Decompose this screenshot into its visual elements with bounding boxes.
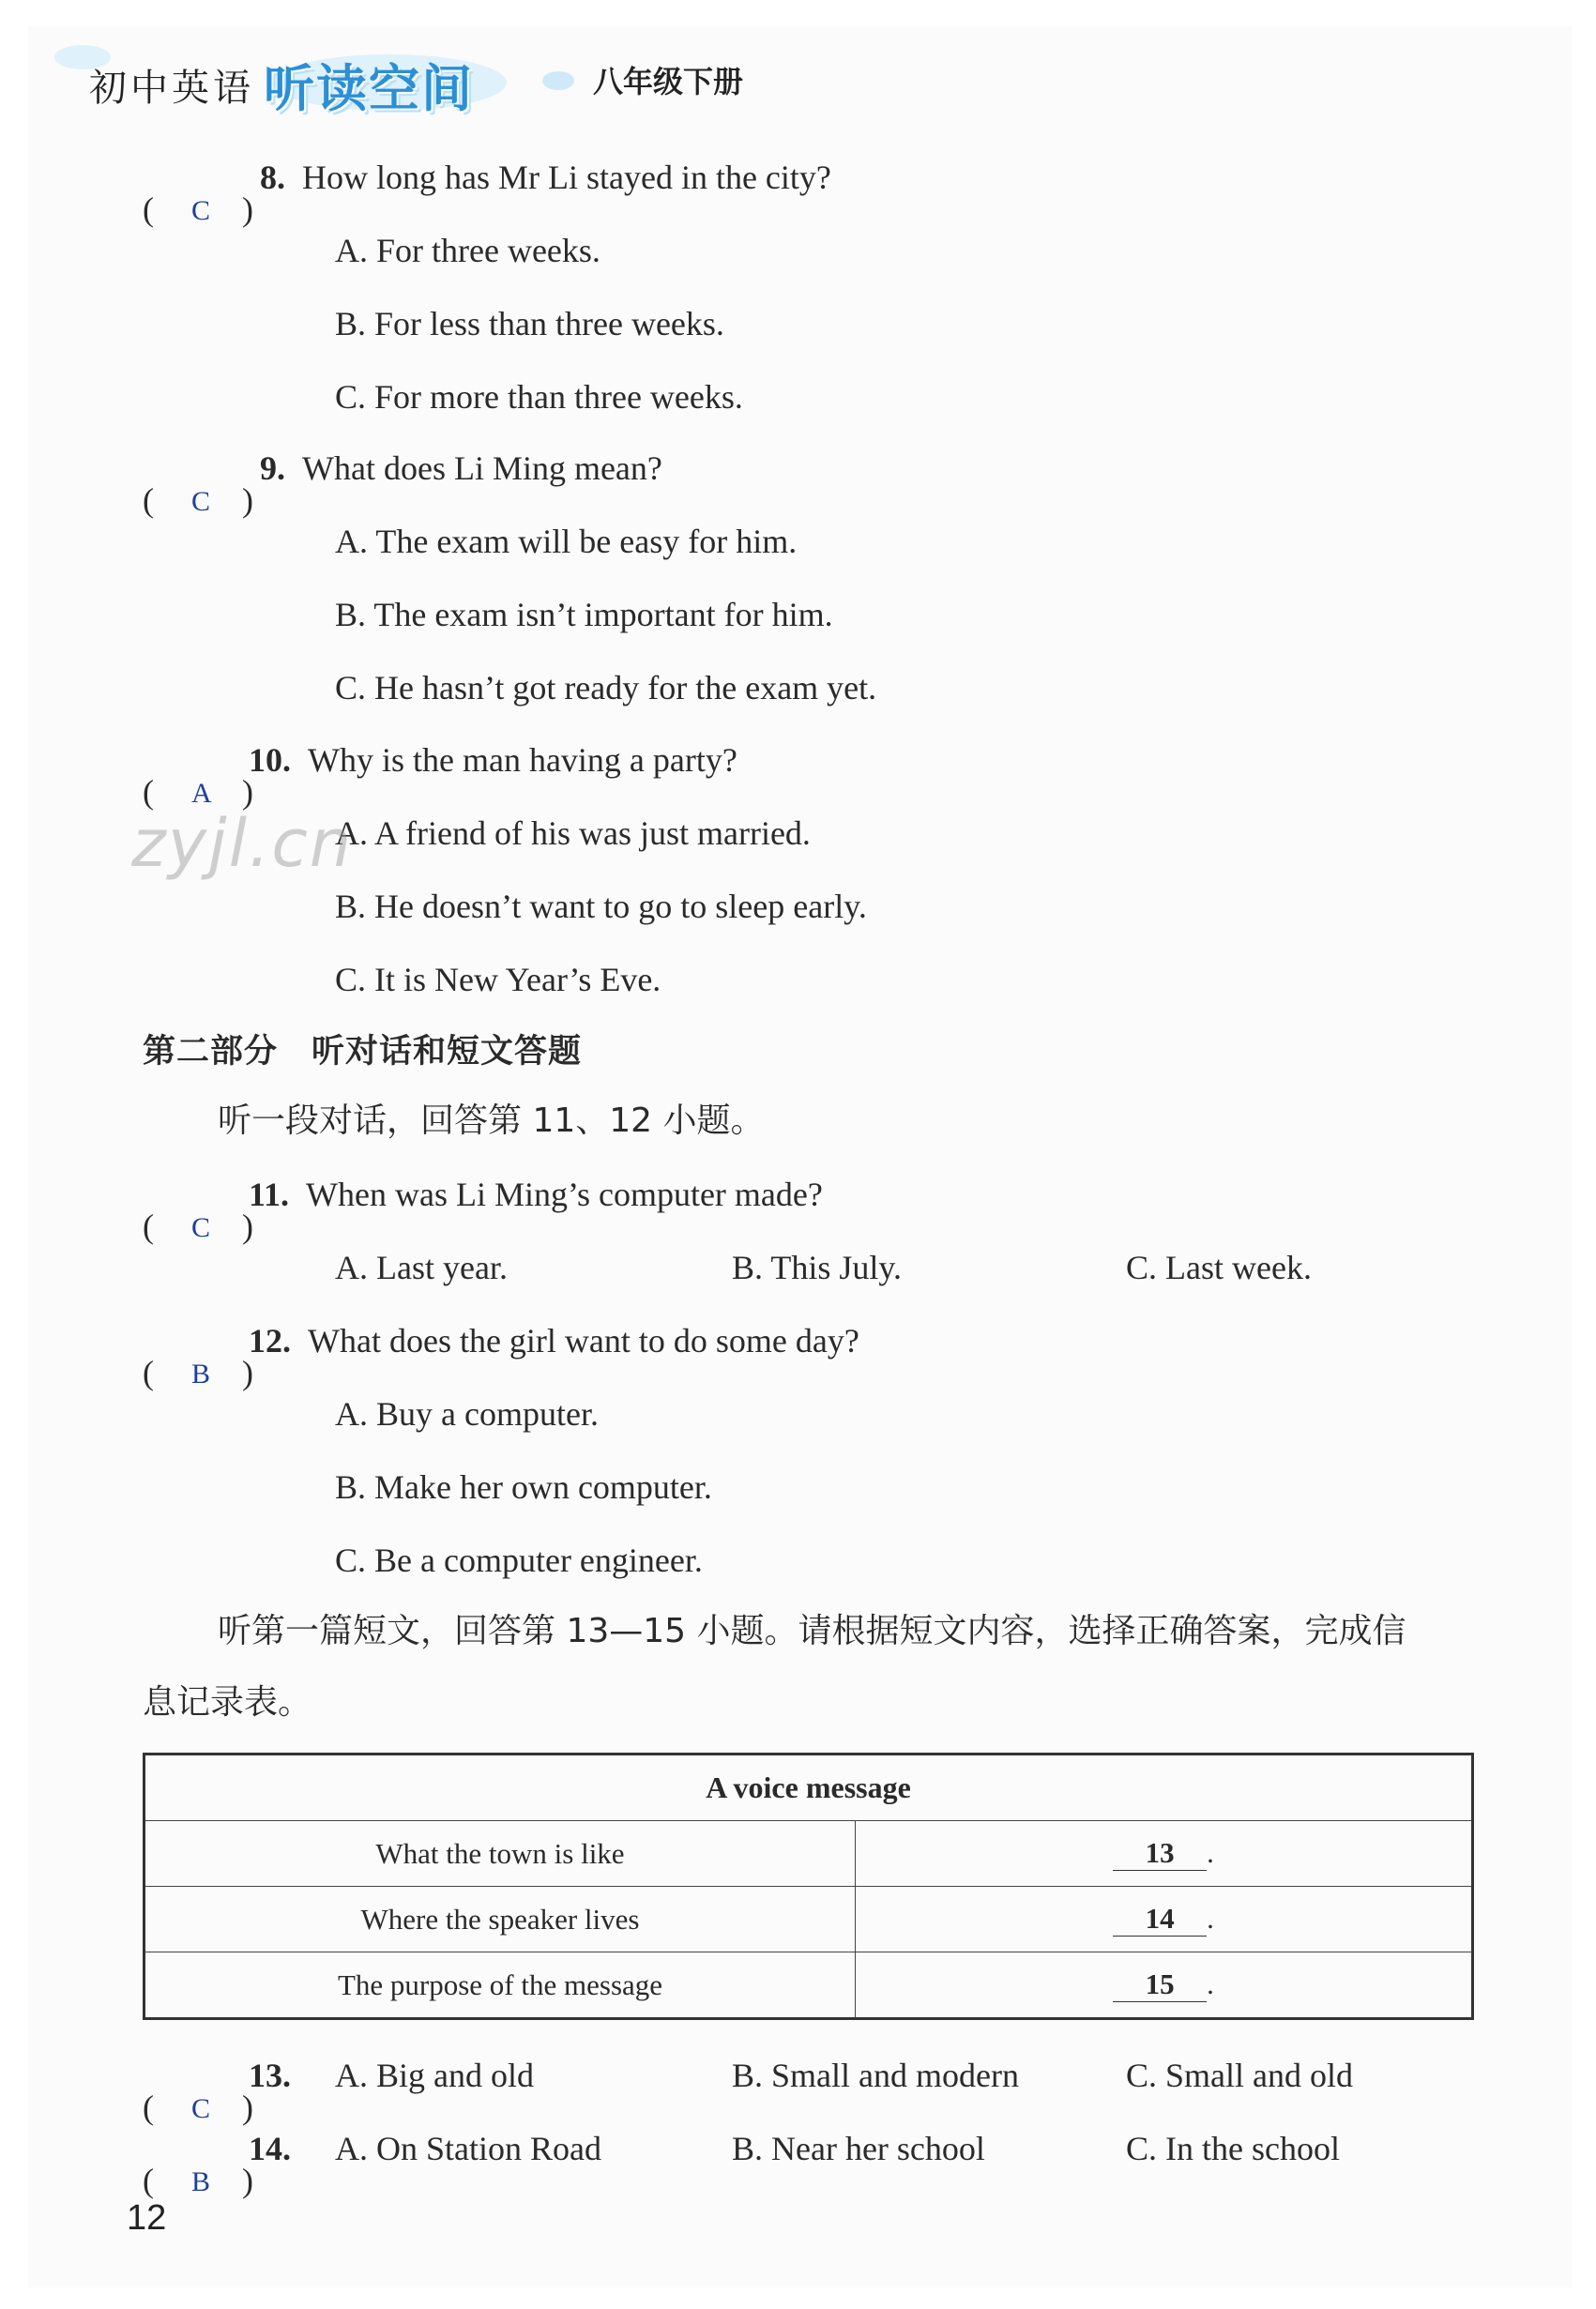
row-label: Where the speaker lives [144, 1887, 856, 1952]
question-13: ( C ) 13. [143, 2055, 308, 2096]
question-text: When was Li Ming’s computer made? [306, 1176, 823, 1213]
series-title: 初中英语 [89, 66, 254, 110]
answer-14: B [191, 2166, 211, 2197]
option-9a: A. The exam will be easy for him. [335, 523, 798, 560]
answer-blank[interactable]: 13 [1113, 1836, 1207, 1871]
option-10c: C. It is New Year’s Eve. [335, 961, 661, 998]
option-14a: A. On Station Road [335, 2130, 601, 2167]
option-10a: A. A friend of his was just married. [335, 814, 811, 852]
answer-blank[interactable]: 14 [1113, 1902, 1207, 1937]
question-9: ( C ) 9. What does Li Ming mean? [143, 448, 662, 489]
option-14c: C. In the school [1126, 2130, 1340, 2167]
option-8c: C. For more than three weeks. [335, 378, 743, 416]
answer-9: C [191, 486, 211, 517]
question-number: 8. [260, 159, 285, 196]
option-12a: A. Buy a computer. [335, 1395, 599, 1433]
question-11: ( C ) 11. When was Li Ming’s computer made? [143, 1174, 823, 1215]
question-number: 11. [249, 1176, 290, 1213]
option-13b: B. Small and modern [732, 2057, 1019, 2094]
option-8b: B. For less than three weeks. [335, 305, 724, 342]
question-8: ( C ) 8. How long has Mr Li stayed in the city? [143, 157, 831, 198]
option-14b: B. Near her school [732, 2130, 985, 2167]
question-number: 9. [260, 449, 285, 487]
section-title: 第二部分 听对话和短文答题 [143, 1033, 583, 1071]
option-12b: B. Make her own computer. [335, 1468, 712, 1506]
table-row [144, 1821, 1473, 1887]
option-13a: A. Big and old [335, 2057, 534, 2094]
answer-13: C [191, 2093, 211, 2124]
blank-suffix: . [1207, 1902, 1214, 1935]
option-12c: C. Be a computer engineer. [335, 1542, 703, 1579]
watermark: zyjl.cn [131, 805, 354, 882]
row-answer-cell [856, 1887, 1473, 1952]
blank-suffix: . [1207, 1967, 1214, 2000]
question-number: 10. [249, 741, 291, 779]
table-row [144, 1887, 1473, 1952]
option-9b: B. The exam isn’t important for him. [335, 596, 833, 633]
voice-message-table [143, 1753, 1474, 2020]
row-answer-cell [856, 1952, 1473, 2019]
question-text: Why is the man having a party? [308, 741, 737, 779]
question-text: How long has Mr Li stayed in the city? [302, 159, 831, 196]
table-row [144, 1952, 1473, 2019]
question-text: What does the girl want to do some day? [308, 1322, 859, 1360]
row-label: What the town is like [144, 1821, 856, 1887]
page-header [89, 42, 474, 127]
instruction-passage-continued: 息记录表。 [143, 1683, 312, 1722]
page-number: 12 [127, 2198, 167, 2238]
blank-suffix: . [1207, 1836, 1214, 1869]
answer-10: A [191, 778, 212, 809]
option-10b: B. He doesn’t want to go to sleep early. [335, 888, 867, 925]
question-10: ( A ) 10. Why is the man having a party? [143, 739, 737, 781]
question-text: What does Li Ming mean? [302, 449, 662, 487]
question-number: 14. [249, 2130, 291, 2167]
answer-blank[interactable]: 15 [1113, 1967, 1207, 2002]
option-9c: C. He hasn’t got ready for the exam yet. [335, 669, 877, 706]
option-11a: A. Last year. [335, 1249, 508, 1286]
answer-8: C [191, 195, 211, 226]
instruction-passage: 听第一篇短文，回答第 13—15 小题。请根据短文内容，选择正确答案，完成信 [218, 1612, 1406, 1650]
instruction-dialogue: 听一段对话，回答第 11、12 小题。 [218, 1101, 765, 1140]
option-13c: C. Small and old [1126, 2057, 1353, 2094]
row-label: The purpose of the message [144, 1952, 856, 2019]
option-11c: C. Last week. [1126, 1249, 1312, 1286]
answer-12: B [191, 1359, 211, 1390]
option-8a: A. For three weeks. [335, 232, 600, 269]
header-dot-icon [542, 71, 574, 90]
option-11b: B. This July. [732, 1249, 903, 1286]
table-title: A voice message [144, 1755, 1473, 1821]
answer-11: C [191, 1212, 211, 1243]
question-12: ( B ) 12. What does the girl want to do some day? [143, 1320, 859, 1361]
question-14: ( B ) 14. [143, 2128, 308, 2169]
brand-title: 听读空间 [264, 58, 474, 118]
row-answer-cell [856, 1821, 1473, 1887]
question-number: 13. [249, 2057, 291, 2094]
question-number: 12. [249, 1322, 291, 1360]
grade-label: 八年级下册 [593, 64, 744, 99]
